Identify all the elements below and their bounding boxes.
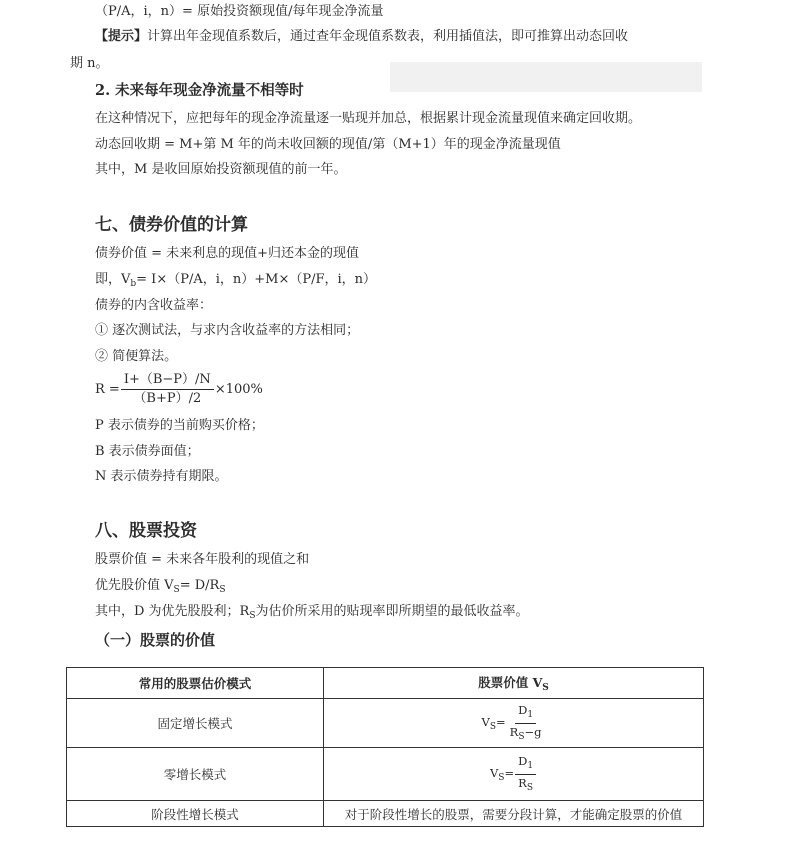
header-value	[324, 668, 704, 699]
scan-shade	[390, 62, 702, 92]
note-part-b: 为估价所采用的贴现率即所期望的最低收益率。	[255, 604, 529, 619]
bond-formula-sub: b	[130, 279, 137, 289]
header-model: 常用的股票估价模式	[67, 668, 324, 699]
bond-irr-title: 债券的内含收益率：	[95, 298, 213, 313]
r-label: R =	[95, 382, 120, 397]
zero-growth-formula	[490, 754, 537, 795]
zg-denominator: $R_S$	[518, 775, 533, 793]
cg-numerator: $D_1$	[515, 703, 536, 724]
bond-formula-rest: = I×（P/A，i，n）+M×（P/F，i，n）	[136, 272, 377, 287]
m-definition: 其中，M 是收回原始投资额现值的前一年。	[95, 162, 347, 177]
annuity-formula: （P/A，i，n）= 原始投资额现值/每年现金净流量	[95, 4, 384, 19]
header-value-text: 股票价值 V	[478, 675, 543, 690]
table-row	[67, 801, 704, 827]
b-definition: B 表示债券面值；	[95, 444, 200, 459]
r-numerator: I+（B−P）/N	[121, 372, 214, 390]
bond-irr-method-1: ① 逐次测试法，与求内含收益率的方法相同；	[95, 323, 360, 338]
constant-growth-formula	[482, 703, 546, 744]
row-value-staged-growth: 对于阶段性增长的股票，需要分段计算，才能确定股票的价值	[324, 801, 704, 827]
cg-lhs: $V_S=$	[481, 714, 506, 732]
hint-tag: 【提示】	[95, 29, 148, 44]
cg-fraction	[507, 703, 545, 744]
n-definition: N 表示债券持有期限。	[95, 469, 228, 484]
pref-rest: = D/R	[179, 578, 220, 593]
row-value-zero-growth	[324, 748, 704, 801]
table-header-row	[67, 668, 704, 699]
header-value-sub: S	[542, 683, 549, 693]
bond-value-formula	[95, 270, 376, 294]
hint-continuation: 期 n。	[70, 56, 109, 71]
hint-text: 计算出年金现值系数后，通过查年金现值系数表，利用插值法，即可推算出动态回收	[147, 29, 629, 44]
hint-paragraph	[95, 27, 628, 47]
stock-valuation-table	[66, 667, 704, 827]
bond-irr-method-2: ② 简便算法。	[95, 349, 178, 364]
zg-lhs: $V_S=$	[489, 765, 515, 783]
dynamic-payback-formula: 动态回收期 = M+第 M 年的尚未收回额的现值/第（M+1）年的现金净流量现值	[95, 137, 561, 152]
bond-irr-formula	[95, 372, 263, 407]
bond-formula-prefix: 即，V	[95, 272, 131, 287]
preferred-stock-formula	[95, 576, 226, 600]
preferred-stock-note	[95, 602, 529, 626]
section-2-heading: 2. 未来每年现金净流量不相等时	[95, 82, 304, 99]
stock-investment-heading: 八、股票投资	[95, 521, 197, 541]
pref-sub-2: S	[219, 585, 226, 595]
row-value-constant-growth	[324, 699, 704, 748]
row-model-staged-growth: 阶段性增长模式	[67, 801, 324, 827]
stock-value-subheading: （一）股票的价值	[95, 631, 216, 649]
uneven-cashflow-desc: 在这种情况下，应把每年的现金净流量逐一贴现并加总，根据累计现金流量现值来确定回收期。	[95, 111, 642, 126]
cg-denominator: $R_S-g$	[509, 724, 542, 742]
p-definition: P 表示债券的当前购买价格；	[95, 418, 264, 433]
table-row	[67, 699, 704, 748]
bond-value-definition: 债券价值 = 未来利息的现值+归还本金的现值	[95, 246, 360, 261]
r-suffix: ×100%	[214, 382, 263, 397]
row-model-zero-growth: 零增长模式	[67, 748, 324, 801]
zg-fraction	[515, 754, 536, 795]
zg-numerator: $D_1$	[515, 754, 536, 775]
pref-sub: S	[173, 585, 180, 595]
bond-value-heading: 七、债券价值的计算	[95, 215, 248, 235]
r-denominator: （B+P）/2	[133, 391, 202, 406]
table-row	[67, 748, 704, 801]
row-model-constant-growth: 固定增长模式	[67, 699, 324, 748]
note-sub: S	[249, 611, 256, 621]
stock-value-definition: 股票价值 = 未来各年股利的现值之和	[95, 552, 310, 567]
r-fraction	[121, 372, 214, 407]
note-part-a: 其中，D 为优先股股利；R	[95, 604, 250, 619]
pref-prefix: 优先股价值 V	[95, 578, 174, 593]
